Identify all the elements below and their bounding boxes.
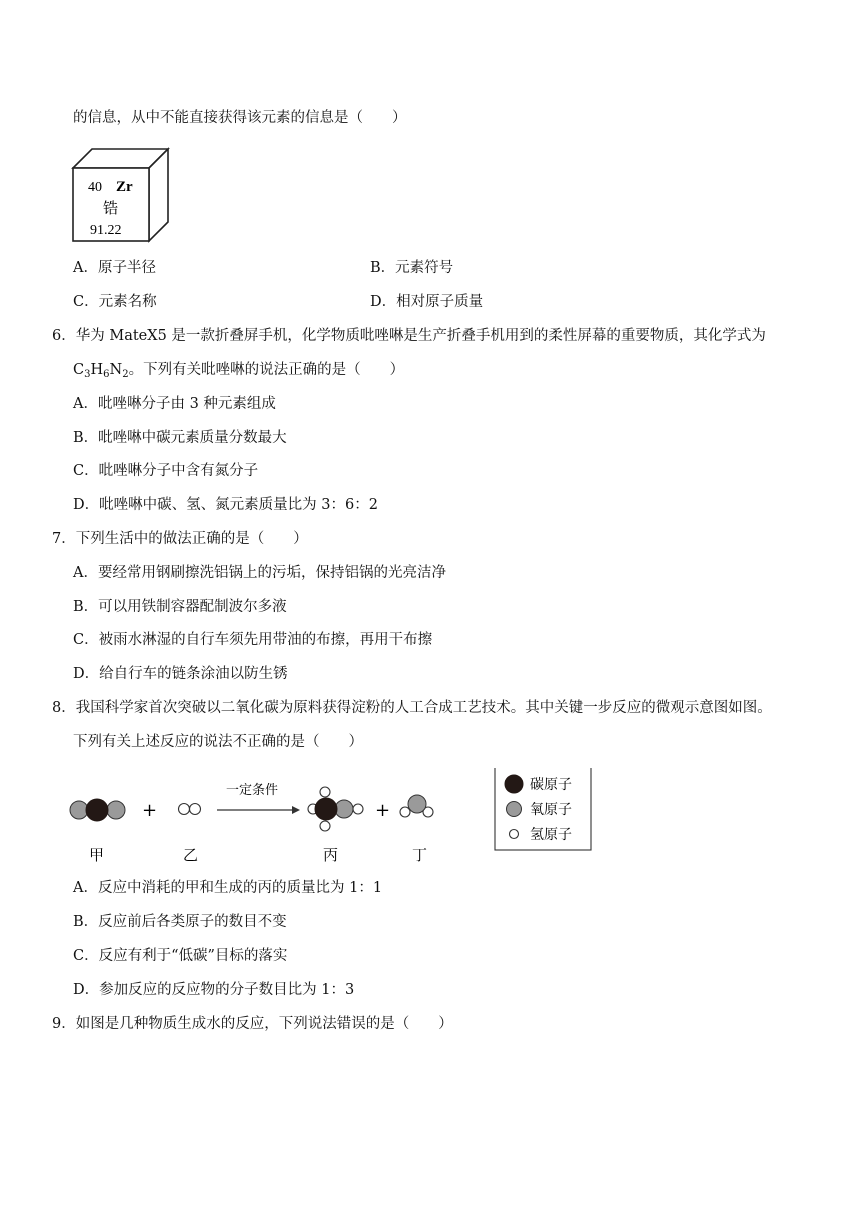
- q6-stem-line1: 6．华为 MateX5 是一款折叠屏手机，化学物质吡唑啉是生产折叠手机用到的柔性屏幕的重要物质，其化学式为: [52, 328, 766, 344]
- legend-oxygen: 氧原子: [530, 802, 572, 818]
- q6-option-b[interactable]: B．吡唑啉中碳元素质量分数最大: [73, 430, 287, 446]
- element-symbol: Zr: [116, 179, 133, 195]
- q5-option-d[interactable]: D．相对原子质量: [370, 294, 484, 310]
- reaction-diagram: [60, 768, 600, 868]
- element-atomic-number: 40: [88, 180, 102, 195]
- element-mass: 91.22: [90, 223, 122, 238]
- plus-sign-1: +: [142, 800, 158, 821]
- legend-carbon-swatch: [505, 775, 523, 793]
- molecule-yi: [179, 804, 201, 815]
- molecule-jia: [70, 799, 125, 821]
- q8-option-d[interactable]: D．参加反应的反应物的分子数目比为 1：3: [73, 982, 355, 998]
- reaction-arrow: [217, 806, 300, 814]
- q8-option-c[interactable]: C．反应有利于“低碳”目标的落实: [73, 948, 288, 964]
- atom-legend: [495, 768, 591, 850]
- label-bing: 丙: [323, 846, 339, 864]
- q6-option-a[interactable]: A．吡唑啉分子由 3 种元素组成: [73, 396, 276, 412]
- plus-sign-2: +: [375, 800, 391, 821]
- label-yi: 乙: [183, 846, 199, 864]
- legend-carbon: 碳原子: [530, 777, 572, 793]
- element-name: 锆: [103, 199, 119, 217]
- q8-stem-line1: 8．我国科学家首次突破以二氧化碳为原料获得淀粉的人工合成工艺技术。其中关键一步反应的微观示意图如图。: [52, 700, 772, 716]
- q7-option-d[interactable]: D．给自行车的链条涂油以防生锈: [73, 666, 288, 682]
- q8-option-a[interactable]: A．反应中消耗的甲和生成的丙的质量比为 1：1: [73, 880, 383, 896]
- legend-oxygen-swatch: [507, 802, 522, 817]
- molecule-ding: [400, 795, 433, 817]
- reaction-condition: 一定条件: [226, 783, 279, 798]
- q5-option-c[interactable]: C．元素名称: [73, 294, 157, 310]
- q7-option-c[interactable]: C．被雨水淋湿的自行车须先用带油的布擦，再用干布擦: [73, 632, 433, 648]
- q8-option-b[interactable]: B．反应前后各类原子的数目不变: [73, 914, 287, 930]
- legend-hydrogen: 氢原子: [530, 827, 572, 843]
- molecule-bing: [308, 787, 363, 831]
- element-card-zr: [70, 146, 172, 244]
- q9-stem: 9．如图是几种物质生成水的反应，下列说法错误的是（ ）: [52, 1016, 453, 1032]
- q6-formula: $C_3H_6N_2$: [73, 362, 129, 380]
- label-jia: 甲: [89, 846, 105, 864]
- legend-hydrogen-swatch: [510, 830, 519, 839]
- q5-option-a[interactable]: A．原子半径: [73, 260, 156, 276]
- q6-option-c[interactable]: C．吡唑啉分子中含有氮分子: [73, 463, 259, 479]
- q6-option-d[interactable]: D．吡唑啉中碳、氢、氮元素质量比为 3：6：2: [73, 497, 378, 513]
- q5-option-b[interactable]: B．元素符号: [370, 260, 454, 276]
- q7-stem: 7．下列生活中的做法正确的是（ ）: [52, 531, 308, 547]
- q8-stem-line2: 下列有关上述反应的说法不正确的是（ ）: [73, 734, 363, 750]
- q7-option-b[interactable]: B．可以用铁制容器配制波尔多液: [73, 599, 287, 615]
- q7-option-a[interactable]: A．要经常用钢刷擦洗铝锅上的污垢，保持铝锅的光亮洁净: [73, 565, 446, 581]
- q5-stem: 的信息，从中不能直接获得该元素的信息是（ ）: [73, 110, 407, 126]
- label-ding: 丁: [412, 846, 428, 864]
- q6-stem-line2: $C_3H_6N_2$。下列有关吡唑啉的说法正确的是（ ）: [73, 362, 405, 380]
